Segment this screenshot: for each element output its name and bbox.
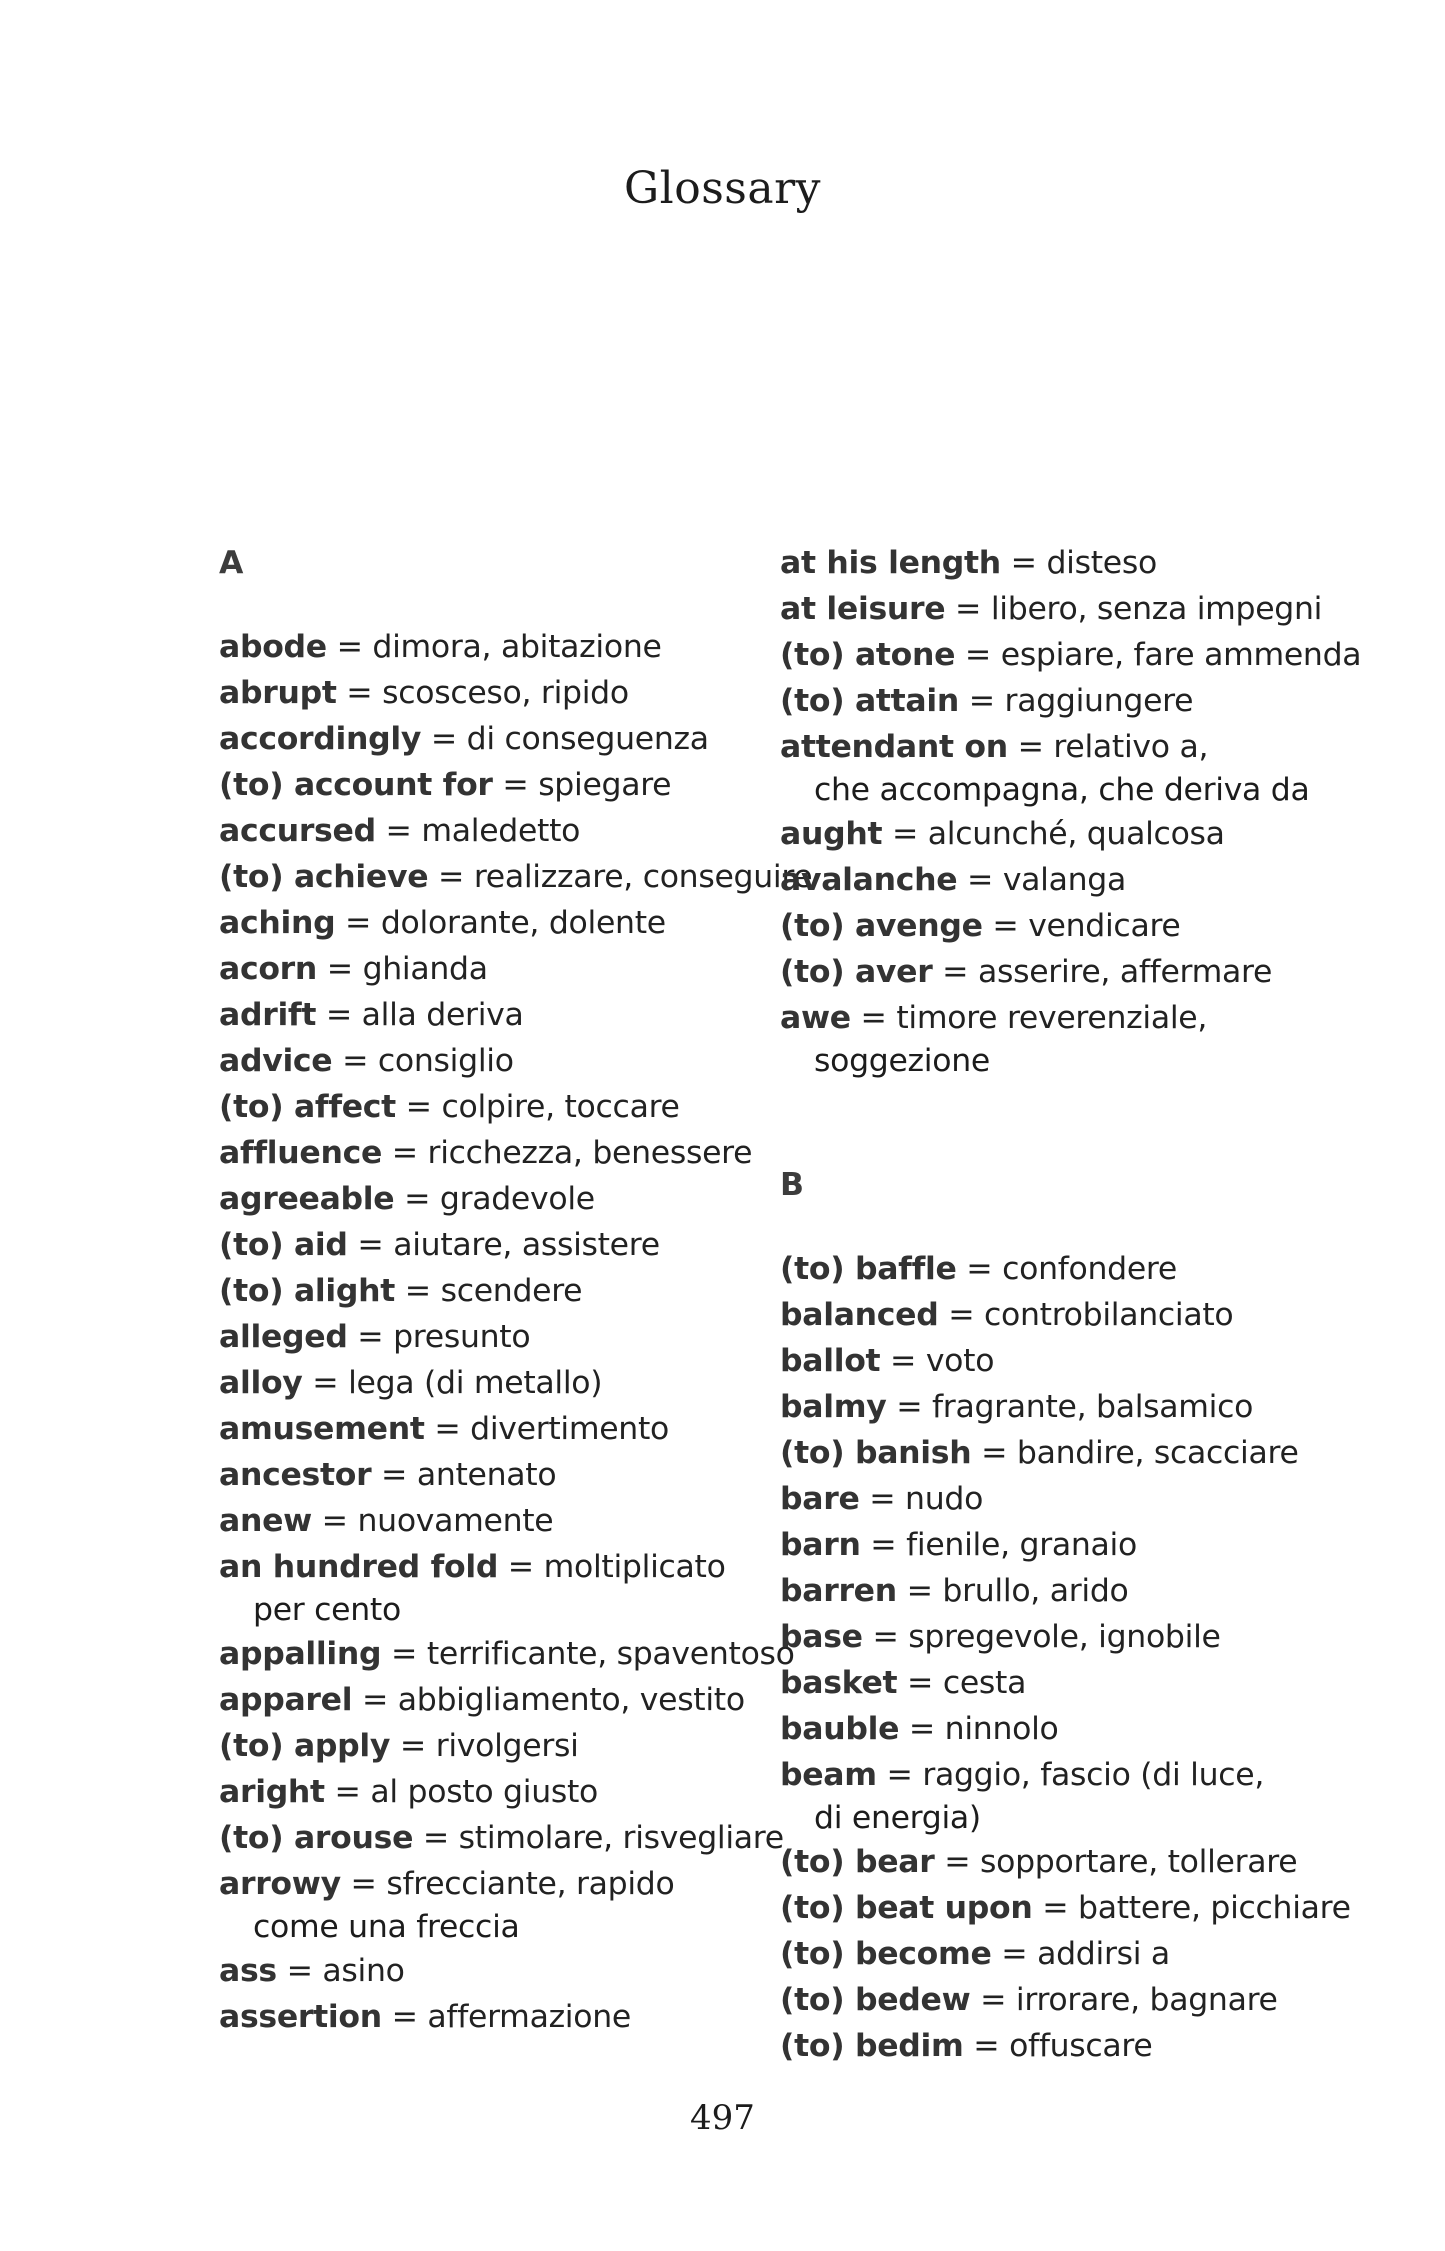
entry-term: awe (780, 1000, 851, 1036)
entry-term: acorn (219, 951, 318, 987)
entry-definition: dolorante, dolente (380, 905, 666, 941)
entry-separator: = (357, 1227, 384, 1263)
entry-definition: ninnolo (944, 1711, 1059, 1747)
glossary-entry (219, 1631, 795, 1677)
entry-definition: valanga (1002, 862, 1126, 898)
glossary-entry (219, 670, 759, 716)
entry-term: (to) account for (219, 767, 493, 803)
glossary-entry (219, 1452, 759, 1498)
entry-definition-continuation: come una freccia (253, 1909, 520, 1945)
entry-separator: = (1042, 1890, 1069, 1926)
section-letter-b: B (780, 1167, 805, 1203)
glossary-entry (780, 1476, 1340, 1522)
glossary-entry (219, 1314, 759, 1360)
entry-separator: = (326, 951, 353, 987)
entry-separator: = (944, 1844, 971, 1880)
entry-definition: sopportare, tollerare (980, 1844, 1298, 1880)
entry-term: affluence (219, 1135, 383, 1171)
glossary-entry (780, 1338, 1340, 1384)
entry-definition: alcunché, qualcosa (927, 816, 1225, 852)
entry-term: (to) affect (219, 1089, 396, 1125)
entry-term: (to) atone (780, 637, 956, 673)
glossary-entry (219, 1222, 759, 1268)
glossary-list-a-part1 (219, 624, 813, 2040)
entry-term: aright (219, 1774, 325, 1810)
entry-separator: = (430, 721, 457, 757)
entry-definition: ghianda (362, 951, 488, 987)
entry-separator: = (870, 1527, 897, 1563)
entry-separator: = (1017, 729, 1044, 765)
entry-separator: = (948, 1297, 975, 1333)
entry-term: (to) achieve (219, 859, 429, 895)
glossary-entry (219, 762, 759, 808)
glossary-column-left (219, 540, 813, 2040)
entry-separator: = (968, 683, 995, 719)
entry-term: attendant on (780, 729, 1008, 765)
entry-separator: = (312, 1365, 339, 1401)
entry-separator: = (321, 1503, 348, 1539)
entry-definition: terrificante, spaventoso (426, 1636, 795, 1672)
glossary-entry (780, 949, 1340, 995)
entry-definition: bandire, scacciare (1016, 1435, 1299, 1471)
entry-term: accursed (219, 813, 376, 849)
entry-term: abrupt (219, 675, 337, 711)
entry-separator: = (391, 1135, 418, 1171)
entry-definition: stimolare, risvegliare (458, 1820, 784, 1856)
entry-separator: = (886, 1757, 913, 1793)
glossary-entry (219, 1176, 759, 1222)
entry-term: barren (780, 1573, 897, 1609)
entry-term: (to) avenge (780, 908, 983, 944)
glossary-entry (780, 1430, 1340, 1476)
glossary-entry (219, 1994, 759, 2040)
entry-definition: offuscare (1009, 2028, 1153, 2064)
entry-separator: = (973, 2028, 1000, 2064)
entry-separator: = (342, 1043, 369, 1079)
entry-definition: dimora, abitazione (372, 629, 662, 665)
entry-separator: = (507, 1549, 534, 1585)
glossary-entry (219, 1084, 759, 1130)
entry-term: ass (219, 1953, 277, 1989)
entry-separator: = (907, 1665, 934, 1701)
entry-definition: spiegare (538, 767, 672, 803)
entry-term: (to) bedim (780, 2028, 964, 2064)
glossary-list-b (780, 1246, 1351, 2069)
entry-definition: aiutare, assistere (393, 1227, 660, 1263)
glossary-entry (780, 678, 1340, 724)
glossary-entry (780, 1839, 1340, 1885)
entry-separator: = (872, 1619, 899, 1655)
entry-term: appalling (219, 1636, 382, 1672)
entry-separator: = (942, 954, 969, 990)
entry-term: avalanche (780, 862, 958, 898)
entry-term: (to) baffle (780, 1251, 957, 1287)
entry-term: abode (219, 629, 327, 665)
page-number: 497 (690, 2098, 755, 2138)
entry-separator: = (286, 1953, 313, 1989)
entry-definition: controbilanciato (984, 1297, 1234, 1333)
entry-term: arrowy (219, 1866, 341, 1902)
entry-term: adrift (219, 997, 317, 1033)
entry-separator: = (345, 905, 372, 941)
entry-definition: irrorare, bagnare (1015, 1982, 1278, 2018)
entry-term: basket (780, 1665, 898, 1701)
entry-definition: spregevole, ignobile (908, 1619, 1221, 1655)
entry-separator: = (405, 1089, 432, 1125)
entry-term: (to) aid (219, 1227, 348, 1263)
entry-definition-continuation: di energia) (814, 1800, 981, 1836)
entry-definition: relativo a, (1053, 729, 1209, 765)
glossary-entry (780, 857, 1340, 903)
entry-definition: fragrante, balsamico (932, 1389, 1254, 1425)
entry-term: bare (780, 1481, 860, 1517)
entry-term: alloy (219, 1365, 303, 1401)
entry-definition: al posto giusto (370, 1774, 598, 1810)
entry-definition: affermazione (427, 1999, 631, 2035)
entry-term: advice (219, 1043, 333, 1079)
entry-separator: = (896, 1389, 923, 1425)
glossary-entry (219, 1268, 759, 1314)
entry-term: apparel (219, 1682, 353, 1718)
entry-separator: = (334, 1774, 361, 1810)
entry-definition-continuation: per cento (253, 1592, 401, 1628)
entry-definition: gradevole (439, 1181, 595, 1217)
entry-term: (to) aver (780, 954, 933, 990)
glossary-entry (219, 1544, 759, 1631)
glossary-entry (780, 724, 1340, 811)
entry-definition: timore reverenziale, (896, 1000, 1208, 1036)
entry-term: at leisure (780, 591, 946, 627)
entry-separator: = (502, 767, 529, 803)
entry-term: balanced (780, 1297, 939, 1333)
glossary-entry (219, 624, 759, 670)
entry-term: (to) banish (780, 1435, 972, 1471)
entry-definition: colpire, toccare (441, 1089, 680, 1125)
entry-separator: = (992, 908, 1019, 944)
entry-definition: sfrecciante, rapido (386, 1866, 675, 1902)
glossary-entry (780, 632, 1362, 678)
entry-term: balmy (780, 1389, 887, 1425)
entry-term: (to) bedew (780, 1982, 971, 2018)
entry-separator: = (391, 1636, 418, 1672)
entry-term: assertion (219, 1999, 382, 2035)
entry-separator: = (325, 997, 352, 1033)
entry-term: base (780, 1619, 863, 1655)
entry-definition: moltiplicato (543, 1549, 726, 1585)
glossary-entry (780, 586, 1340, 632)
entry-term: ancestor (219, 1457, 372, 1493)
entry-separator: = (981, 1435, 1008, 1471)
entry-term: ballot (780, 1343, 881, 1379)
entry-separator: = (860, 1000, 887, 1036)
entry-separator: = (980, 1982, 1007, 2018)
entry-definition: ricchezza, benessere (427, 1135, 753, 1171)
entry-separator: = (385, 813, 412, 849)
entry-term: aching (219, 905, 336, 941)
entry-term: (to) arouse (219, 1820, 414, 1856)
glossary-entry (780, 1706, 1340, 1752)
glossary-entry (780, 1292, 1340, 1338)
entry-separator: = (422, 1820, 449, 1856)
entry-term: anew (219, 1503, 312, 1539)
page-title: Glossary (624, 163, 821, 214)
entry-separator: = (381, 1457, 408, 1493)
glossary-entry (219, 946, 759, 992)
glossary-entry (780, 1977, 1340, 2023)
glossary-entry (780, 1752, 1340, 1839)
entry-separator: = (908, 1711, 935, 1747)
entry-definition: abbigliamento, vestito (397, 1682, 745, 1718)
glossary-entry (219, 1948, 759, 1994)
glossary-entry (219, 1360, 759, 1406)
entry-definition: realizzare, conseguire (473, 859, 813, 895)
entry-definition: fienile, granaio (906, 1527, 1137, 1563)
entry-definition: scendere (440, 1273, 583, 1309)
entry-term: alleged (219, 1319, 348, 1355)
entry-definition: cesta (942, 1665, 1027, 1701)
glossary-entry (780, 1931, 1340, 1977)
glossary-entry (780, 540, 1340, 586)
glossary-entry (780, 1522, 1340, 1568)
entry-term: (to) alight (219, 1273, 396, 1309)
entry-separator: = (955, 591, 982, 627)
entry-separator: = (357, 1319, 384, 1355)
entry-definition: libero, senza impegni (990, 591, 1323, 627)
entry-term: amusement (219, 1411, 425, 1447)
entry-definition: divertimento (470, 1411, 669, 1447)
entry-separator: = (1010, 545, 1037, 581)
glossary-entry (780, 995, 1340, 1082)
entry-definition: rivolgersi (435, 1728, 579, 1764)
entry-separator: = (361, 1682, 389, 1718)
entry-definition: battere, picchiare (1078, 1890, 1351, 1926)
entry-definition: scosceso, ripido (382, 675, 629, 711)
glossary-entry (219, 1038, 759, 1084)
section-spacer (780, 1082, 1340, 1162)
entry-separator: = (434, 1411, 461, 1447)
glossary-entry (219, 854, 813, 900)
glossary-entry (780, 1384, 1340, 1430)
entry-definition: brullo, arido (942, 1573, 1129, 1609)
entry-definition: raggio, fascio (di luce, (922, 1757, 1265, 1793)
entry-term: (to) apply (219, 1728, 391, 1764)
glossary-entry (219, 900, 759, 946)
glossary-entry (780, 1885, 1351, 1931)
entry-definition-continuation: che accompagna, che deriva da (814, 772, 1310, 808)
section-letter-a: A (219, 545, 244, 581)
glossary-column-right (780, 540, 1362, 2069)
entry-definition: alla deriva (361, 997, 524, 1033)
glossary-entry (219, 808, 759, 854)
glossary-list-a-part2 (780, 540, 1362, 1082)
entry-term: accordingly (219, 721, 422, 757)
entry-definition: consiglio (377, 1043, 514, 1079)
entry-separator: = (438, 859, 465, 895)
glossary-entry (219, 1406, 759, 1452)
entry-term: an hundred fold (219, 1549, 499, 1585)
entry-term: barn (780, 1527, 861, 1563)
entry-term: (to) attain (780, 683, 960, 719)
entry-separator: = (966, 1251, 993, 1287)
glossary-entry (780, 1568, 1340, 1614)
entry-definition: confondere (1002, 1251, 1177, 1287)
entry-definition: di conseguenza (466, 721, 709, 757)
entry-term: beam (780, 1757, 877, 1793)
glossary-entry (780, 2023, 1340, 2069)
entry-separator: = (906, 1573, 933, 1609)
entry-term: (to) become (780, 1936, 992, 1972)
glossary-entry (780, 1614, 1340, 1660)
glossary-entry (219, 1130, 759, 1176)
glossary-entry (780, 1246, 1340, 1292)
entry-term: (to) bear (780, 1844, 935, 1880)
entry-separator: = (336, 629, 363, 665)
glossary-entry (219, 1723, 759, 1769)
entry-separator: = (964, 637, 992, 673)
glossary-entry (780, 811, 1340, 857)
entry-definition: asserire, affermare (977, 954, 1273, 990)
entry-separator: = (869, 1481, 896, 1517)
entry-definition: nuovamente (357, 1503, 554, 1539)
entry-definition-continuation: soggezione (814, 1043, 990, 1079)
entry-definition: voto (925, 1343, 995, 1379)
entry-term: at his length (780, 545, 1001, 581)
glossary-entry (219, 1861, 759, 1948)
glossary-entry (780, 903, 1340, 949)
glossary-entry (219, 1677, 759, 1723)
entry-definition: nudo (905, 1481, 984, 1517)
entry-definition: addirsi a (1037, 1936, 1170, 1972)
entry-separator: = (391, 1999, 418, 2035)
entry-separator: = (891, 816, 919, 852)
entry-term: (to) beat upon (780, 1890, 1033, 1926)
glossary-entry (219, 1815, 784, 1861)
entry-definition: disteso (1046, 545, 1157, 581)
entry-separator: = (404, 1181, 431, 1217)
glossary-entry (780, 1660, 1340, 1706)
entry-separator: = (1001, 1936, 1028, 1972)
entry-definition: maledetto (421, 813, 581, 849)
entry-definition: antenato (416, 1457, 557, 1493)
entry-definition: vendicare (1028, 908, 1181, 944)
entry-term: bauble (780, 1711, 900, 1747)
entry-definition: presunto (393, 1319, 531, 1355)
glossary-entry (219, 1498, 759, 1544)
entry-separator: = (404, 1273, 431, 1309)
entry-separator: = (890, 1343, 917, 1379)
entry-separator: = (350, 1866, 377, 1902)
glossary-entry (219, 992, 759, 1038)
entry-separator: = (399, 1728, 426, 1764)
entry-term: aught (780, 816, 883, 852)
entry-term: agreeable (219, 1181, 395, 1217)
entry-definition: lega (di metallo) (348, 1365, 603, 1401)
entry-definition: espiare, fare ammenda (1000, 637, 1362, 673)
glossary-entry (219, 716, 759, 762)
entry-definition: asino (322, 1953, 405, 1989)
entry-separator: = (967, 862, 994, 898)
glossary-entry (219, 1769, 759, 1815)
entry-definition: raggiungere (1004, 683, 1194, 719)
entry-separator: = (346, 675, 373, 711)
